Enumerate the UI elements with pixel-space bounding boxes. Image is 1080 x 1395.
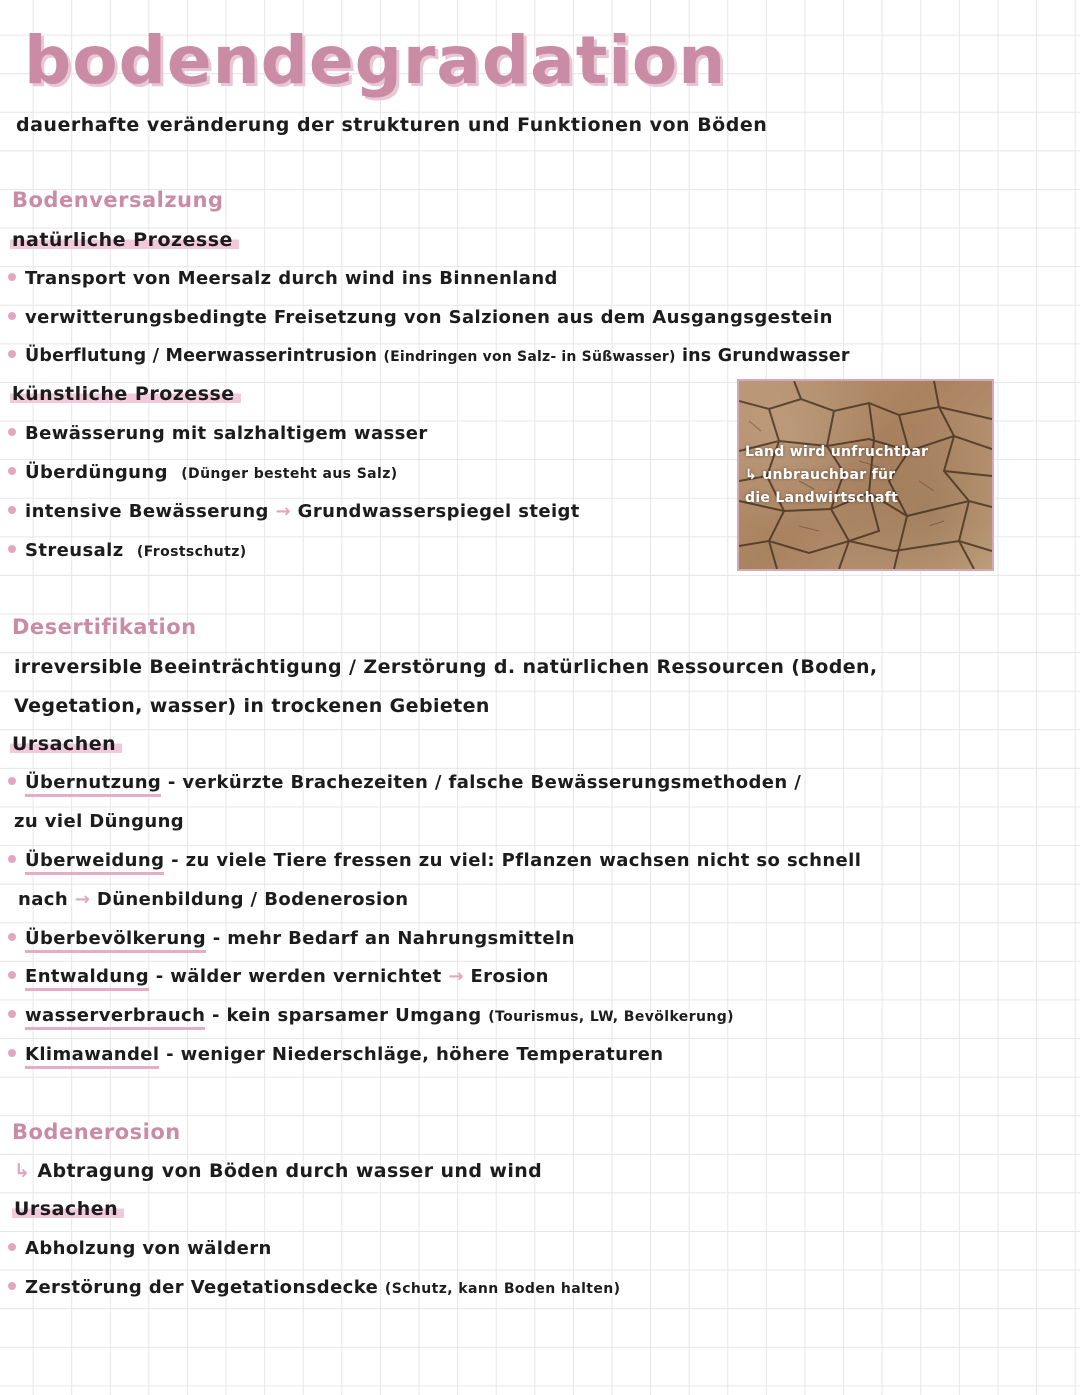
list-item: Bewässerung mit salzhaltigem wasser <box>8 423 428 444</box>
desertifikation-definition-line-2: Vegetation, wasser) in trockenen Gebieten <box>14 695 490 717</box>
erosion-definition: ↳ Abtragung von Böden durch wasser und wind <box>14 1160 543 1182</box>
page-definition: dauerhafte veränderung der strukturen und Funktionen von Böden <box>16 114 768 136</box>
subheading-causes-erosion: Ursachen <box>12 1198 124 1220</box>
list-item-continuation: zu viel Düngung <box>14 811 185 832</box>
page-title: bodendegradation <box>24 22 727 99</box>
photo-caption-line-2: ↳ unbrauchbar für <box>745 467 896 483</box>
list-item: intensive Bewässerung → Grundwasserspiegel steigt <box>8 501 580 522</box>
list-item: Streusalz (Frostschutz) <box>8 540 247 561</box>
list-item: verwitterungsbedingte Freisetzung von Salzionen aus dem Ausgangsgestein <box>8 307 833 328</box>
list-item: Abholzung von wäldern <box>8 1238 272 1259</box>
list-item-continuation: nach → Dünenbildung / Bodenerosion <box>18 889 409 910</box>
subheading-artificial-processes: künstliche Prozesse <box>10 383 241 405</box>
list-item: Überbevölkerung - mehr Bedarf an Nahrungsmitteln <box>8 928 575 949</box>
list-item: Überflutung / Meerwasserintrusion (Eindringen von Salz- in Süßwasser) ins Grundwasser <box>8 346 850 366</box>
cracked-soil-photo <box>737 379 994 571</box>
section-heading-desertifikation: Desertifikation <box>12 615 197 639</box>
list-item: Überdüngung (Dünger besteht aus Salz) <box>8 462 398 483</box>
section-heading-erosion: Bodenerosion <box>12 1120 181 1144</box>
list-item: Klimawandel - weniger Niederschläge, höhere Temperaturen <box>8 1044 664 1065</box>
photo-caption-line-1: Land wird unfruchtbar <box>745 444 929 460</box>
subheading-natural-processes: natürliche Prozesse <box>10 229 239 251</box>
list-item: Entwaldung - wälder werden vernichtet → Erosion <box>8 966 549 987</box>
list-item: Übernutzung - verkürzte Brachezeiten / falsche Bewässerungsmethoden / <box>8 772 801 793</box>
list-item: wasserverbrauch - kein sparsamer Umgang (Tourismus, LW, Bevölkerung) <box>8 1005 734 1026</box>
list-item: Überweidung - zu viele Tiere fressen zu viel: Pflanzen wachsen nicht so schnell <box>8 850 861 871</box>
photo-caption-line-3: die Landwirtschaft <box>745 490 899 506</box>
section-heading-versalzung: Bodenversalzung <box>12 188 224 212</box>
list-item: Zerstörung der Vegetationsdecke (Schutz, kann Boden halten) <box>8 1277 620 1298</box>
list-item: Transport von Meersalz durch wind ins Binnenland <box>8 268 558 289</box>
subheading-causes-desertifikation: Ursachen <box>10 733 122 755</box>
desertifikation-definition-line-1: irreversible Beeinträchtigung / Zerstörung d. natürlichen Ressourcen (Boden, <box>14 656 878 678</box>
